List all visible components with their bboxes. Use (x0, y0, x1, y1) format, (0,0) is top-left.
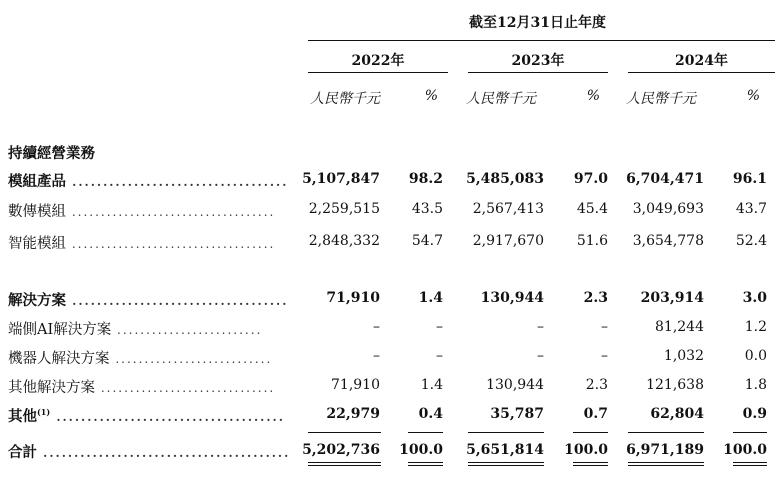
cell-pct-2023: 100.0 (564, 442, 608, 458)
total-double-rule-p1 (408, 462, 443, 463)
cell-pct-2022: 1.4 (418, 290, 443, 306)
total-top-rule-p1 (408, 432, 443, 433)
cell-pct-2022: 100.0 (399, 442, 443, 458)
cell-rmb-2022: 5,202,736 (302, 442, 380, 458)
total-double-rule-p2b (573, 465, 608, 466)
cell-pct-2023: 2.3 (583, 290, 608, 306)
cell-rmb-2024: 1,032 (663, 348, 704, 364)
total-double-rule-c3 (628, 462, 704, 463)
cell-pct-2024: 43.7 (735, 201, 767, 217)
total-top-rule-c1 (308, 432, 381, 433)
cell-rmb-2023: – (537, 319, 544, 335)
cell-rmb-2023: 5,651,814 (466, 442, 544, 458)
cell-pct-2024: 0.9 (742, 406, 767, 422)
year-rule-2023 (468, 72, 608, 73)
unit-rmb-2023: 人民幣千元 (466, 91, 536, 107)
cell-pct-2022: 54.7 (411, 233, 443, 249)
cell-rmb-2024: 3,049,693 (632, 201, 704, 217)
cell-pct-2022: 43.5 (411, 201, 443, 217)
unit-pct-2024: % (746, 88, 760, 104)
total-double-rule-c1b (308, 465, 381, 466)
cell-pct-2023: 97.0 (573, 171, 608, 187)
cell-rmb-2022: 22,979 (326, 406, 380, 422)
dot-leader: ................................... (66, 237, 276, 251)
row-label-text: 模組產品 (8, 173, 66, 190)
cell-rmb-2022: 71,910 (331, 377, 380, 393)
year-2023: 2023年 (511, 53, 565, 69)
cell-rmb-2022: 2,259,515 (308, 201, 380, 217)
total-double-rule-p3 (733, 462, 767, 463)
cell-pct-2023: – (601, 319, 608, 335)
row-label (8, 318, 262, 339)
cell-rmb-2024: 203,914 (640, 290, 704, 306)
row-label (8, 232, 275, 253)
cell-rmb-2022: – (373, 319, 380, 335)
cell-pct-2022: – (436, 319, 443, 335)
cell-pct-2022: 1.4 (420, 377, 443, 393)
dot-leader: ........................... (109, 352, 273, 366)
cell-rmb-2024: 121,638 (646, 377, 704, 393)
cell-pct-2022: 98.2 (408, 171, 443, 187)
row-label (8, 405, 285, 426)
dot-leader: ................................... (66, 205, 276, 219)
dot-leader: .............................. (95, 381, 276, 395)
row-label-text: 機器人解決方案 (8, 351, 110, 367)
year-2022: 2022年 (351, 53, 405, 69)
cell-rmb-2023: 5,485,083 (466, 171, 544, 187)
row-label (8, 170, 288, 191)
cell-rmb-2024: 62,804 (650, 406, 704, 422)
cell-pct-2023: 0.7 (583, 406, 608, 422)
cell-pct-2022: – (436, 348, 443, 364)
cell-pct-2024: 100.0 (723, 442, 767, 458)
cell-pct-2024: 1.8 (744, 377, 767, 393)
unit-pct-2023: % (586, 88, 600, 104)
cell-rmb-2024: 6,704,471 (626, 171, 704, 187)
row-label-text: 數傳模組 (8, 204, 66, 220)
row-label-text: 端側AI解決方案 (8, 322, 112, 338)
row-label (8, 441, 290, 462)
unit-pct-2022: % (424, 88, 438, 104)
cell-rmb-2022: – (373, 348, 380, 364)
cell-rmb-2023: 130,944 (486, 377, 544, 393)
cell-rmb-2022: 5,107,847 (302, 171, 380, 187)
row-label-text: 智能模組 (8, 236, 66, 252)
cell-rmb-2023: 2,567,413 (472, 201, 544, 217)
section-title: 持續經營業務 (8, 145, 95, 162)
total-double-rule-p2 (573, 462, 608, 463)
dot-leader: ..................................... (50, 410, 285, 424)
total-top-rule-p3 (733, 432, 767, 433)
cell-rmb-2022: 2,848,332 (308, 233, 380, 249)
unit-rmb-2022: 人民幣千元 (310, 91, 380, 107)
row-label-text: 合計 (8, 444, 37, 461)
cell-rmb-2023: – (537, 348, 544, 364)
total-double-rule-p1b (408, 465, 443, 466)
row-label (8, 347, 272, 368)
footnote-marker: (1) (37, 407, 51, 418)
unit-rmb-2024: 人民幣千元 (626, 91, 696, 107)
cell-pct-2022: 0.4 (418, 406, 443, 422)
cell-pct-2024: 1.2 (744, 319, 767, 335)
total-top-rule-c2 (468, 432, 544, 433)
row-label (8, 289, 288, 310)
total-double-rule-c3b (628, 465, 704, 466)
cell-rmb-2023: 2,917,670 (472, 233, 544, 249)
row-label (8, 200, 275, 221)
cell-pct-2024: 0.0 (744, 348, 767, 364)
row-label-text: 解決方案 (8, 292, 66, 309)
year-rule-2022 (308, 72, 448, 73)
cell-pct-2023: 45.4 (576, 201, 608, 217)
cell-pct-2024: 96.1 (732, 171, 767, 187)
total-top-rule-c3 (628, 432, 704, 433)
cell-pct-2024: 52.4 (735, 233, 767, 249)
total-top-rule-p2 (573, 432, 608, 433)
total-double-rule-c2 (468, 462, 544, 463)
cell-pct-2023: 2.3 (585, 377, 608, 393)
dot-leader: ......................... (111, 323, 263, 337)
dot-leader: ................................... (66, 175, 289, 189)
total-double-rule-p3b (733, 465, 767, 466)
cell-pct-2024: 3.0 (742, 290, 767, 306)
total-double-rule-c2b (468, 465, 544, 466)
cell-rmb-2023: 35,787 (490, 406, 544, 422)
cell-rmb-2024: 3,654,778 (632, 233, 704, 249)
cell-rmb-2024: 6,971,189 (626, 442, 704, 458)
row-label-text: 其他 (8, 408, 37, 425)
year-2024: 2024年 (675, 53, 728, 69)
year-rule-2024 (628, 72, 775, 73)
total-double-rule-c1 (308, 462, 381, 463)
cell-rmb-2024: 81,244 (655, 319, 704, 335)
row-label (8, 376, 275, 397)
dot-leader: ................................... (66, 294, 289, 308)
cell-pct-2023: – (601, 348, 608, 364)
period-header-rule (308, 40, 775, 41)
row-label-text: 其他解決方案 (8, 380, 95, 396)
cell-rmb-2022: 71,910 (326, 290, 380, 306)
period-header: 截至12月31日止年度 (469, 15, 606, 31)
dot-leader: ........................................ (37, 446, 291, 460)
cell-rmb-2023: 130,944 (480, 290, 544, 306)
cell-pct-2023: 51.6 (576, 233, 608, 249)
